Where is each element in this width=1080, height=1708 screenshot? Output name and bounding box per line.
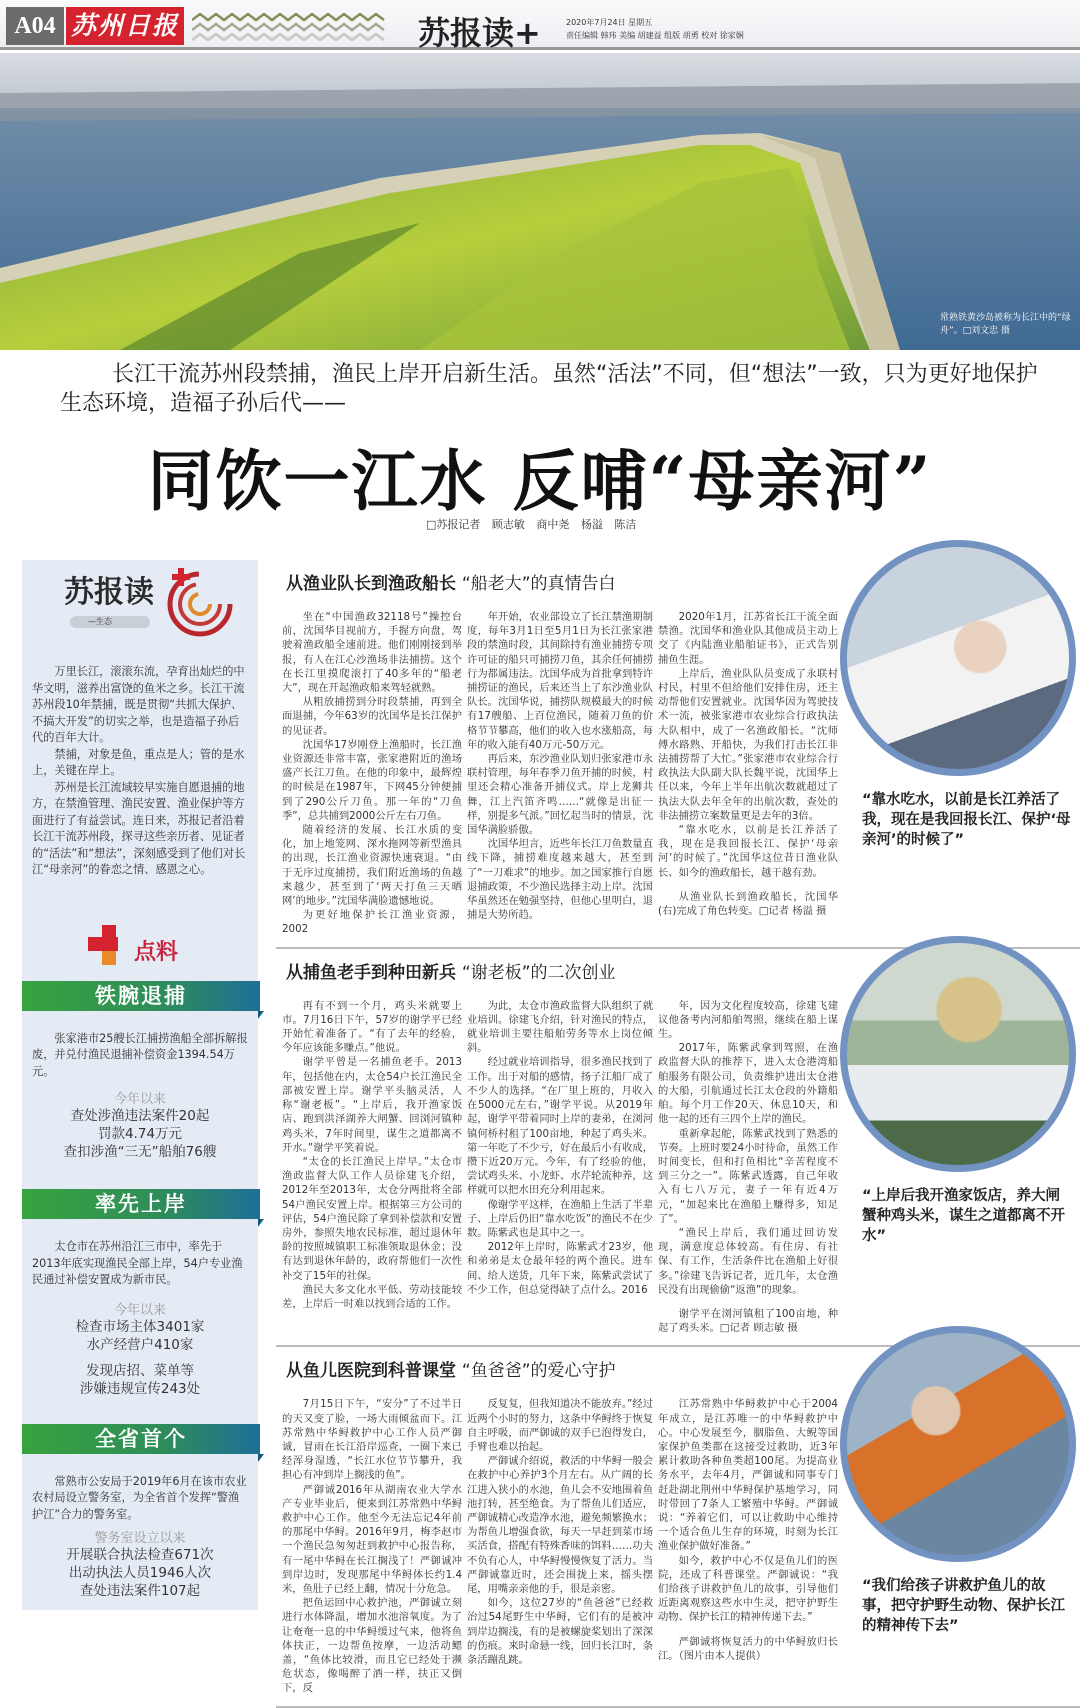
logo-subtitle: —生态 <box>70 616 150 628</box>
article-headline <box>286 961 1080 999</box>
paragraph: 为更好地保护长江渔业资源，2002 <box>282 909 462 936</box>
photo-caption: 常熟铁黄沙岛被称为长江中的“绿舟”。□刘文忠 摄 <box>940 313 1071 336</box>
page-header <box>0 0 1080 50</box>
article-column <box>467 610 653 937</box>
paragraph: 从粗放捕捞到分时段禁捕，再到全面退捕，今年63岁的沈国华是长江保护的见证者。 <box>282 696 462 737</box>
article <box>276 949 1080 1348</box>
paragraph: 谢学平在浏河镇租了100亩地，种起了鸡头米。□记者 顾志敏 摄 <box>658 1307 838 1335</box>
paragraph: 像谢学平这样，在渔船上生活了半辈子、上岸后仍旧“靠水吃饭”的渔民不在少数。陈紫武也是其中之一。 <box>467 1198 653 1239</box>
article-columns <box>282 610 842 949</box>
pull-quote: “我们给孩子讲救护鱼儿的故事，把守护野生动物、保护长江的精神传下去” <box>862 1578 1065 1635</box>
article <box>276 1347 1080 1707</box>
lead-paragraph: 长江干流苏州段禁捕，渔民上岸开启新生活。虽然“活法”不同，但“想法”一致，只为更好地保护生态环境，造福子孙后代—— <box>60 362 1038 416</box>
paragraph: 如今，救护中心不仅是鱼儿们的医院，还成了科普课堂。严御诚说：“我们给孩子讲救护鱼儿的故事，引导他们近距离观察这些水中生灵，把守护野生动物、保护长江的精神传递下去。” <box>658 1554 838 1624</box>
paragraph: 谢学平曾是一名捕鱼老手。2013年，包括他在内，太仓54户长江渔民全部被安置上岸。谢学平头脑灵活，人称“谢老板”。“上岸后，我开渔家饭店、跑到洪泽湖养大闸蟹、回浏河镇种鸡头米，7年时间里，谋生之道都离不开水。”谢学平笑着说。 <box>282 1056 462 1154</box>
paragraph: 把鱼运回中心救护池，严御诚立刻进行水体降温，增加水池溶氧度。为了让奄奄一息的中华鲟缓过气来，他将鱼体扶正，一边帮鱼按摩，一边活动鳃盖，“鱼体比较滑，而且它已经处于濒危状态，像喝醉了酒一样，扶正又倒下，反 <box>282 1597 462 1695</box>
paragraph: 为此，太仓市渔政监督大队组织了就业培训。徐建飞介绍，针对渔民的特点，就业培训主要往船舶劳务等水上岗位倾斜。 <box>467 999 653 1055</box>
page-title: 同饮一江水 反哺“母亲河” <box>147 442 933 520</box>
byline: □苏报记者 顾志敏 商中尧 杨溢 陈洁 <box>426 518 637 531</box>
yangtze-aerial-photo <box>0 53 1080 350</box>
paragraph: 严御诚将恢复活力的中华鲟放归长江。（图片由本人提供） <box>658 1635 838 1662</box>
editorial-staff: 责任编辑 韩玮 美编 胡建益 组版 胡勇 校对 徐家娴 <box>566 31 744 40</box>
paragraph: 再有不到一个月，鸡头米就要上市。7月16日下午，57岁的谢学平已经开始忙着准备了。“有了去年的经验，今年应该能多赚点。”他说。 <box>282 999 462 1055</box>
paragraph: 如今，这位27岁的“鱼爸爸”已经救治过54尾野生中华鲟，它们有的是被冲到岸边搁浅，有的是被螺旋桨划出了深深的伤痕。来时命悬一线，回归长江时，条条活蹦乱跳。 <box>467 1597 653 1666</box>
article-column <box>658 610 838 937</box>
article-column <box>467 999 653 1336</box>
article-column <box>467 1397 653 1695</box>
sidebar-intro: 万里长江，滚滚东流，孕育出灿烂的中华文明，滋养出富饶的鱼米之乡。长江干流苏州段10年禁捕，既是贯彻“共抓大保护、不搞大开发”的切实之举，也是造福子孙后代的百年大计。 禁捕，对象是鱼，重点是人；管的是水上，关键在岸上。 苏州是长江流域较早实施自愿退捕的地方，在禁渔管理、渔民安置、渔业保护等方面进行了有益尝试。连日来，苏报记者沿着长江干流苏州段，探寻这些亲历者、见证者的“活法”和“想法”，深刻感受到了他们对长江“母亲河”的眷恋之情、感恩之心。 <box>32 665 246 876</box>
logo-swirl-icon <box>162 564 237 639</box>
paragraph: 上岸后，渔业队队员变成了永联村村民，村里不但给他们安排住房，还主动帮他们安置就业。沈国华因为驾驶技术一流，被张家港市农业综合行政执法大队相中，成了一名渔政船长。“沈师傅水路熟、开船快，为我们打击长江非法捕捞帮了大忙。”张家港市农业综合行政执法大队副大队长魏平说，沈国华上任以来，今年上半年出航次数就超过了执法大队去年全年的出航次数，查处的非法捕捞立案数量更是去年的3倍。 <box>658 667 838 822</box>
sidebar-logo <box>22 560 258 650</box>
pull-quote: “靠水吃水，以前是长江养活了我，现在是我回报长江、保护‘母亲河’的时候了” <box>862 792 1071 848</box>
paragraph: 沈国华坦言，近些年长江刀鱼数量直线下降，捕捞难度越来越大，甚至到了“一刀难求”的地步。加之国家推行自愿退捕政策，不少渔民选择主动上岸。沈国华虽然还在勉强坚持，但他心里明白，退捕是大势所趋。 <box>467 838 653 922</box>
paragraph: “太仓的长江渔民上岸早。”太仓市渔政监督大队工作人员徐建飞介绍，2012年至2013年，太仓分两批将全部54户渔民安置上岸。根据第三方公司的评估，54户渔民除了拿到补偿款和安置房外，参照失地农民标准，超过退休年龄的按照城镇职工标准领取退休金；没有达到退休年龄的，政府帮他们一次性补交了15年的社保。 <box>282 1155 462 1282</box>
paragraph: 年开始，农业部设立了长江禁渔期制度，每年3月1日至5月1日为长江张家港段的禁渔时段，其间除持有渔业捕捞专项许可证的船只可捕捞刀鱼，其余任何捕捞行为都属违法。沈国华成为首批拿到特许捕捞证的渔民，后来还当上了东沙渔业队队长。沈国华说，捕捞队规模最大的时候有17艘船、上百位渔民，随着刀鱼的价格节节攀高，他们的收入也水涨船高，每年的收入能有40万元-50万元。 <box>467 611 653 751</box>
paragraph: 经过就业培训指导，很多渔民找到了工作。出于对船的感情，扬子江船厂成了不少人的选择。“在厂里上班的，月收入在5000元左右，”谢学平说。从2019年起，谢学平带着同时上岸的妻弟，在浏河镇何桥村租了100亩地，种起了鸡头米。第一年吃了不少亏，好在最后小有收成，攒下近20万元。今年，有了经验的他，尝试鸡头米、小龙虾、水芹轮流种养，这样就可以把水田充分利用起来。 <box>467 1056 653 1197</box>
paragraph: 反复复，但我知道决不能放弃。”经过近两个小时的努力，这条中华鲟终于恢复自主呼吸，而严御诚的双手已泡得发白，手臂也难以抬起。 <box>467 1398 653 1453</box>
paragraph: “靠水吃水，以前是长江养活了我，现在是我回报长江、保护‘母亲河’的时候了。”沈国华这位昔日渔业队长、如今的渔政船长，越干越有劲。 <box>658 824 838 879</box>
headline-quote: “鱼爸爸”的爱心守护 <box>461 1361 616 1382</box>
articles <box>276 560 1080 1708</box>
paragraph: 再后来，东沙渔业队划归张家港市永联村管理，每年春季刀鱼开捕的时候，村里还会精心准备开捕仪式。岸上龙狮共舞，江上汽笛齐鸣……“就像是出征一样，别提多气派。”回忆起当时的情景，沈国华满脸骄傲。 <box>467 753 653 837</box>
paragraph: 江苏常熟中华鲟救护中心于2004年成立，是江苏唯一的中华鲟救护中心。中心发展至今，胭脂鱼、大鲵等国家保护鱼类都在这接受过救助，近3年累计救助各种鱼类超100尾。为提高业务水平，去年4月，严御诚和同事专门赶赴湖北荆州中华鲟保护基地学习，同时带回了7条人工繁殖中华鲟。严御诚说：“养着它们，可以让救助中心维持一个适合鱼儿生存的环境，时刻为长江渔业保护做好准备。” <box>658 1398 838 1553</box>
paragraph: “渔民上岸后，我们通过回访发现，满意度总体较高。有住房、有社保、有工作，生活条件比在渔船上好很多。”徐建飞告诉记者，近几年，太仓渔民没有出现偷偷“返渔”的现象。 <box>658 1226 838 1296</box>
article-headline <box>286 572 1080 610</box>
paragraph: 从渔业队长到渔政船长，沈国华(右)完成了角色转变。□记者 杨溢 摄 <box>658 890 838 918</box>
headline-main: 从渔业队长到渔政船长 <box>286 574 456 594</box>
article-column <box>282 610 462 937</box>
section-divider <box>276 1706 1080 1708</box>
paragraph: 坐在“中国渔政32118号”操控台前，沈国华目视前方，手握方向盘，驾驶着渔政船全速前进。他们刚刚接到举报，有人在江心沙渔场非法捕捞。这个在长江里摸爬滚打了40多年的“船老大”，现在开起渔政船来驾轻就熟。 <box>282 611 462 695</box>
article-columns <box>282 999 842 1348</box>
article <box>276 560 1080 949</box>
article-column <box>282 1397 462 1695</box>
wave-decoration-icon <box>192 12 392 44</box>
paragraph: 7月15日下午，“安分”了不过半日的天又变了脸，一场大雨倾盆而下。江苏常熟中华鲟救护中心工作人员严御诚，冒雨在长江沿岸巡查，一圈下来已经浑身湿透，“长江水位节节攀升，我担心有冲到岸上搁浅的鱼”。 <box>282 1398 462 1482</box>
dianliao-heading: 点料 <box>22 917 258 971</box>
article-column <box>282 999 462 1336</box>
article-column <box>658 999 838 1336</box>
headline-main: 从捕鱼老手到种田新兵 <box>286 962 456 983</box>
pull-quote: “上岸后我开渔家饭店，养大闸蟹种鸡头米，谋生之道都离不开水” <box>862 1187 1065 1244</box>
issue-meta <box>566 16 744 42</box>
newspaper-logo: 苏州日报 <box>66 7 184 45</box>
paragraph: 沈国华17岁刚登上渔船时，长江渔业资源还非常丰富，张家港附近的渔场盛产长江刀鱼。在他的印象中，最辉煌的时候是在1987年，下网45分钟便捕到了290公斤刀鱼。那一年的“刀鱼季”，总共捕到2000公斤左右刀鱼。 <box>282 738 462 822</box>
plus-icon <box>88 925 132 969</box>
headline-quote: “谢老板”的二次创业 <box>461 962 616 983</box>
paragraph: 严御诚2016年从湖南农业大学水产专业毕业后，便来到江苏常熟中华鲟救护中心工作。他至今无法忘记4年前的那尾中华鲟。2016年9月，梅李赵市一个渔民急匆匆赶到救护中心报告称，有一尾中华鲟在长江搁浅了！严御诚冲到岸边时，发现那尾中华鲟体长约1.4米，鱼肚子已经上翻，情况十分危急。 <box>282 1483 462 1595</box>
headline-quote: “船老大”的真情告白 <box>461 574 616 594</box>
article-column <box>658 1397 838 1695</box>
paragraph: 2017年，陈紫武拿到驾照，在渔政监督大队的推荐下，进入太仓港湾船舶服务有限公司，负责维护进出太仓港的大船，引航通过长江太仓段的外籍船舶。每个月工作20天、休息10天，和他一起的还有三四个上岸的渔民。 <box>658 1042 838 1126</box>
paragraph: 渔民大多文化水平低、劳动技能较差，上岸后一时难以找到合适的工作。 <box>282 1283 462 1310</box>
paragraph: 严御诚介绍说，救活的中华鲟一般会在救护中心养护3个月左右。从广阔的长江进入狭小的水池，鱼儿会不安地围着鱼池打转，甚至绝食。为了帮鱼儿们适应，严御诚精心改造净水池，避免频繁换水；为帮鱼儿增强食欲，每天一早赶到菜市场买活食，搭配有特殊香味的饵料……功夫不负有心人，中华鲟慢慢恢复了活力。当严御诚靠近时，还会围拢上来，摇头摆尾，用嘴亲亲他的手，很是亲密。 <box>467 1455 653 1595</box>
paragraph: 随着经济的发展、长江水质的变化，加上地笼网、深水拖网等新型渔具的出现，长江渔业资源快速衰退。“由于无序过度捕捞，我们附近渔场的鱼越来越少，甚至到了‘两天打鱼三天晒网’的地步。”沈国华满脸遗憾地说。 <box>282 824 462 908</box>
paragraph: 2012年上岸时，陈紫武才23岁，他和弟弟是太仓最年轻的两个渔民。进车间、给人送货，几年下来，陈紫武尝试了不少工作，但总觉得缺了点什么。2016 <box>467 1241 653 1296</box>
issue-date: 2020年7月24日 星期五 <box>566 18 653 27</box>
article-headline <box>286 1359 1080 1397</box>
headline-main: 从鱼儿医院到科普课堂 <box>286 1361 456 1382</box>
sidebar-section: 率先上岸 太仓市在苏州沿江三市中，率先于2013年底实现渔民全部上岸，54户专业渔民通过补偿安置成为新市民。 今年以来 检查市场主体3401家 水产经营户410家 发现店招、菜单等 涉嫌违规宣传243处 <box>22 1189 258 1398</box>
article-columns <box>282 1397 842 1707</box>
sidebar-section: 铁腕退捕 张家港市25艘长江捕捞渔船全部拆解报废，并兑付渔民退捕补偿资金1394.54万元。 今年以来 查处涉渔违法案件20起 罚款4.74万元 查扣涉渔“三无”船舶76艘 <box>22 981 258 1162</box>
paragraph: 年，因为文化程度较高，徐建飞建议他备考内河船舶驾照，继续在船上谋生。 <box>658 999 838 1041</box>
page-number: A04 <box>6 7 64 45</box>
paragraph: 重新拿起舵，陈紫武找到了熟悉的节奏。上班时要24小时待命，虽然工作时间变长，但和打鱼相比“辛苦程度不到三分之一”。陈紫武透露，自己年收入有七八万元，妻子一年有近4万元，“加起来比在渔船上赚得多，知足了”。 <box>658 1127 838 1225</box>
paragraph: 2020年1月，江苏省长江干流全面禁渔。沈国华和渔业队其他成员主动上交了《内陆渔业船舶证书》，正式告别捕鱼生涯。 <box>658 611 838 666</box>
sidebar-section: 全省首个 常熟市公安局于2019年6月在该市农业农村局设立警务室，为全省首个发挥“警渔护江”合力的警务室。 警务室设立以来 开展联合执法检查671次 出动执法人员1946人次 查处违法案件107起 <box>22 1424 258 1601</box>
column-name: 苏报读+ <box>418 14 541 52</box>
sidebar <box>22 560 258 1610</box>
logo-text: 苏报读 <box>64 575 154 610</box>
